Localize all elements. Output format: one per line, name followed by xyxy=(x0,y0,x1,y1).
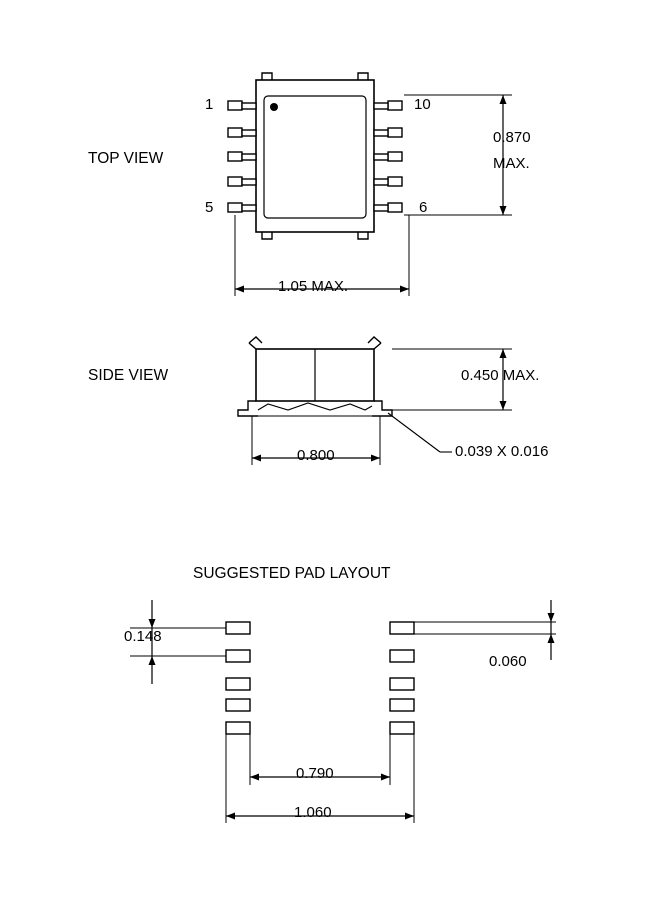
dim-side-width: 0.800 xyxy=(297,447,335,464)
pad-layout-label: SUGGESTED PAD LAYOUT xyxy=(193,565,391,582)
dim-pad-span-outer: 1.060 xyxy=(294,804,332,821)
top-view-label: TOP VIEW xyxy=(88,150,164,167)
dim-top-height-value: 0.870 xyxy=(493,129,531,146)
dim-top-height-max: MAX. xyxy=(493,155,530,172)
leads-right xyxy=(374,101,402,212)
pads-left xyxy=(226,622,250,734)
pin-number-1: 1 xyxy=(205,96,214,113)
dim-lead-size: 0.039 X 0.016 xyxy=(455,443,549,460)
pad-layout-graphic xyxy=(130,600,556,823)
dim-pad-span-inner: 0.790 xyxy=(296,765,334,782)
leads-left xyxy=(228,101,256,212)
dim-pad-pitch: 0.148 xyxy=(124,628,162,645)
side-view-label: SIDE VIEW xyxy=(88,367,169,384)
dim-side-height: 0.450 MAX. xyxy=(461,367,540,384)
dim-top-width: 1.05 MAX. xyxy=(278,278,349,295)
pin-number-10: 10 xyxy=(414,96,431,113)
pin-number-5: 5 xyxy=(205,199,214,216)
pin-number-6: 6 xyxy=(419,199,428,216)
top-view-graphic xyxy=(228,73,512,296)
pads-right xyxy=(390,622,414,734)
dim-pad-width: 0.060 xyxy=(489,653,527,670)
